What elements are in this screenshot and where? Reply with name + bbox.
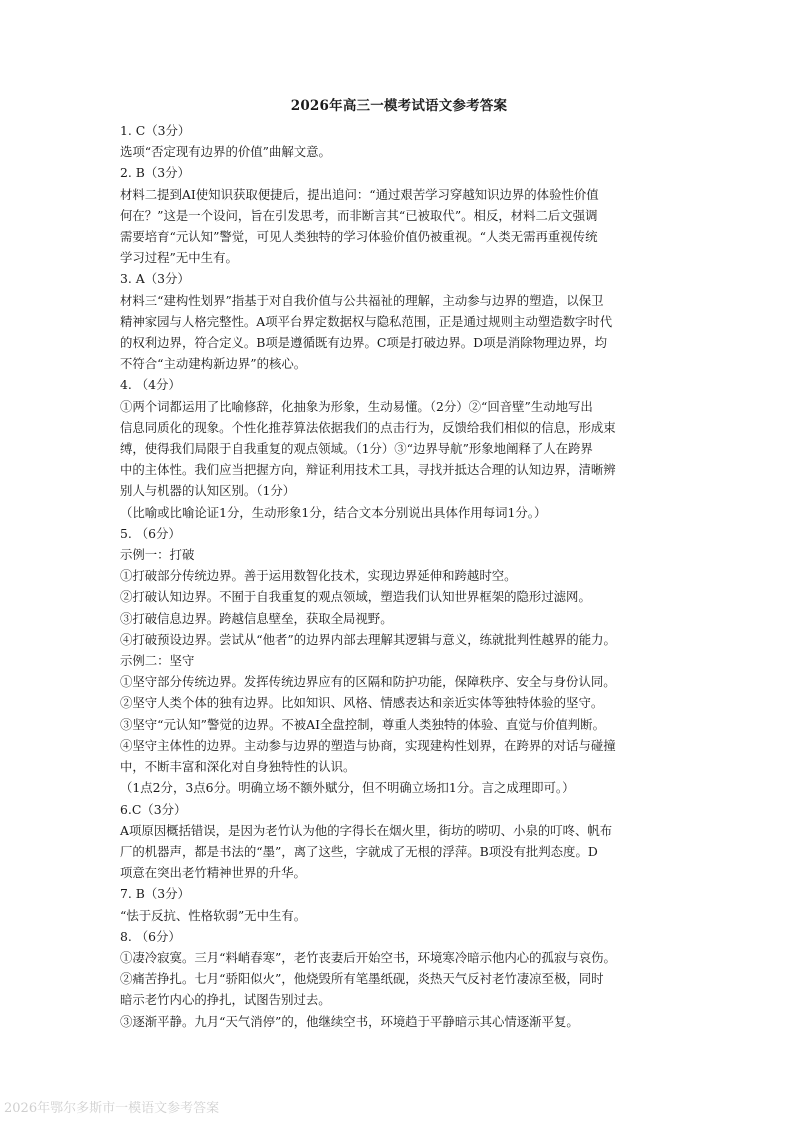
answer-line: 厂的机器声，都是书法的“墨”，离了这些，字就成了无根的浮萍。B项没有批判态度。D (120, 843, 598, 859)
answer-line: ②痛苦挣扎。七月“骄阳似火”，他烧毁所有笔墨纸砚，炎热天气反衬老竹凄凉至极，同时 (120, 971, 604, 987)
answer-line: 2. B（3分） (120, 165, 190, 181)
answer-line: 示例一：打破 (120, 547, 195, 563)
answer-line: ④坚守主体性的边界。主动参与边界的塑造与协商，实现建构性划界，在跨界的对话与碰撞 (120, 737, 616, 753)
answer-line: 示例二：坚守 (120, 653, 195, 669)
answer-line: （比喻或比喻论证1分，生动形象1分，结合文本分别说出具体作用每词1分。） (120, 504, 547, 520)
document-title: 2026年高三一模考试语文参考答案 (290, 98, 508, 114)
answer-line: ①凄冷寂寞。三月“料峭春寒”，老竹丧妻后开始空书，环境寒冷暗示他内心的孤寂与哀伤。 (120, 949, 616, 965)
answer-line: ②打破认知边界。不囿于自我重复的观点领域，塑造我们认知世界框架的隐形过滤网。 (120, 589, 591, 605)
answer-line: 不符合“主动建构新边界”的核心。 (120, 356, 307, 372)
answer-line: 7. B（3分） (120, 886, 190, 902)
answer-line: 中，不断丰富和深化对自身独特性的认识。 (120, 759, 356, 775)
answer-line: 6.C（3分） (120, 801, 187, 817)
answer-line: 别人与机器的认知区别。（1分） (120, 483, 296, 499)
answer-line: 暗示老竹内心的挣扎，试图告别过去。 (120, 992, 331, 1008)
answer-line: 材料二提到AI使知识获取便捷后，提出追问：“通过艰苦学习穿越知识边界的体验性价值 (120, 186, 599, 202)
answer-line: ③坚守“元认知”警觉的边界。不被AI全盘控制，尊重人类独特的体验、直觉与价值判断。 (120, 716, 605, 732)
answer-line: ③打破信息边界。跨越信息壁垒，获取全局视野。 (120, 610, 393, 626)
answer-line: 8. （6分） (120, 928, 181, 944)
answer-line: ③逐渐平静。九月“天气消停”的，他继续空书，环境趋于平静暗示其心情逐渐平复。 (120, 1013, 579, 1029)
answer-line: 3. A（3分） (120, 271, 190, 287)
answer-line: ④打破预设边界。尝试从“他者”的边界内部去理解其逻辑与意义，练就批判性越界的能力。 (120, 631, 616, 647)
answer-line: 材料三“建构性划界”指基于对自我价值与公共福祉的理解，主动参与边界的塑造，以保卫 (120, 292, 604, 308)
answer-line: 学习过程”无中生有。 (120, 250, 238, 266)
answer-line: （1点2分，3点6分。明确立场不额外赋分，但不明确立场扣1分。言之成理即可。） (120, 780, 575, 796)
answer-line: 选项“否定现有边界的价值”曲解文意。 (120, 144, 331, 160)
answer-line: 5. （6分） (120, 525, 181, 541)
answer-line: ①打破部分传统边界。善于运用数智化技术，实现边界延伸和跨越时空。 (120, 568, 517, 584)
answer-line: ①坚守部分传统边界。发挥传统边界应有的区隔和防护功能，保障秩序、安全与身份认同。 (120, 674, 616, 690)
answer-line: 需要培育“元认知”警觉，可见人类独特的学习体验价值仍被重视。“人类无需再重视传统 (120, 229, 598, 245)
answer-lines (120, 120, 678, 1032)
footer-watermark: 2026年鄂尔多斯市一模语文参考答案 (4, 1101, 220, 1116)
answer-line: A项原因概括错误，是因为老竹认为他的字得长在烟火里，街坊的唠叨、小泉的叮咚、帆布 (120, 822, 613, 838)
answer-line: ①两个词都运用了比喻修辞，化抽象为形象，生动易懂。（2分）②“回音壁”生动地写出 (120, 398, 593, 414)
answer-line: 项意在突出老竹精神世界的升华。 (120, 865, 306, 881)
answer-line: 中的主体性。我们应当把握方向，辩证利用技术工具，寻找并抵达合理的认知边界，清晰辨 (120, 462, 616, 478)
answer-line: 的权利边界，符合定义。B项是遵循既有边界。C项是打破边界。D项是消除物理边界，均 (120, 335, 607, 351)
answer-line: 4. （4分） (120, 377, 181, 393)
answer-line: 1. C（3分） (120, 123, 191, 138)
answer-line: 信息同质化的现象。个性化推荐算法依据我们的点击行为，反馈给我们相似的信息，形成束 (120, 419, 616, 435)
answer-line: 精神家园与人格完整性。A项平台界定数据权与隐私范围，正是通过规则主动塑造数字时代 (120, 313, 613, 329)
answer-line: ②坚守人类个体的独有边界。比如知识、风格、情感表达和亲近实体等独特体验的坚守。 (120, 695, 604, 711)
answer-line: “怯于反抗、性格软弱”无中生有。 (120, 907, 307, 923)
answer-line: 缚，使得我们局限于自我重复的观点领域。（1分）③“边界导航”形象地阐释了人在跨界 (120, 441, 593, 457)
answer-line: 何在？”这是一个设问，旨在引发思考，而非断言其“已被取代”。相反，材料二后文强调 (120, 207, 598, 223)
answer-document (120, 96, 678, 1032)
